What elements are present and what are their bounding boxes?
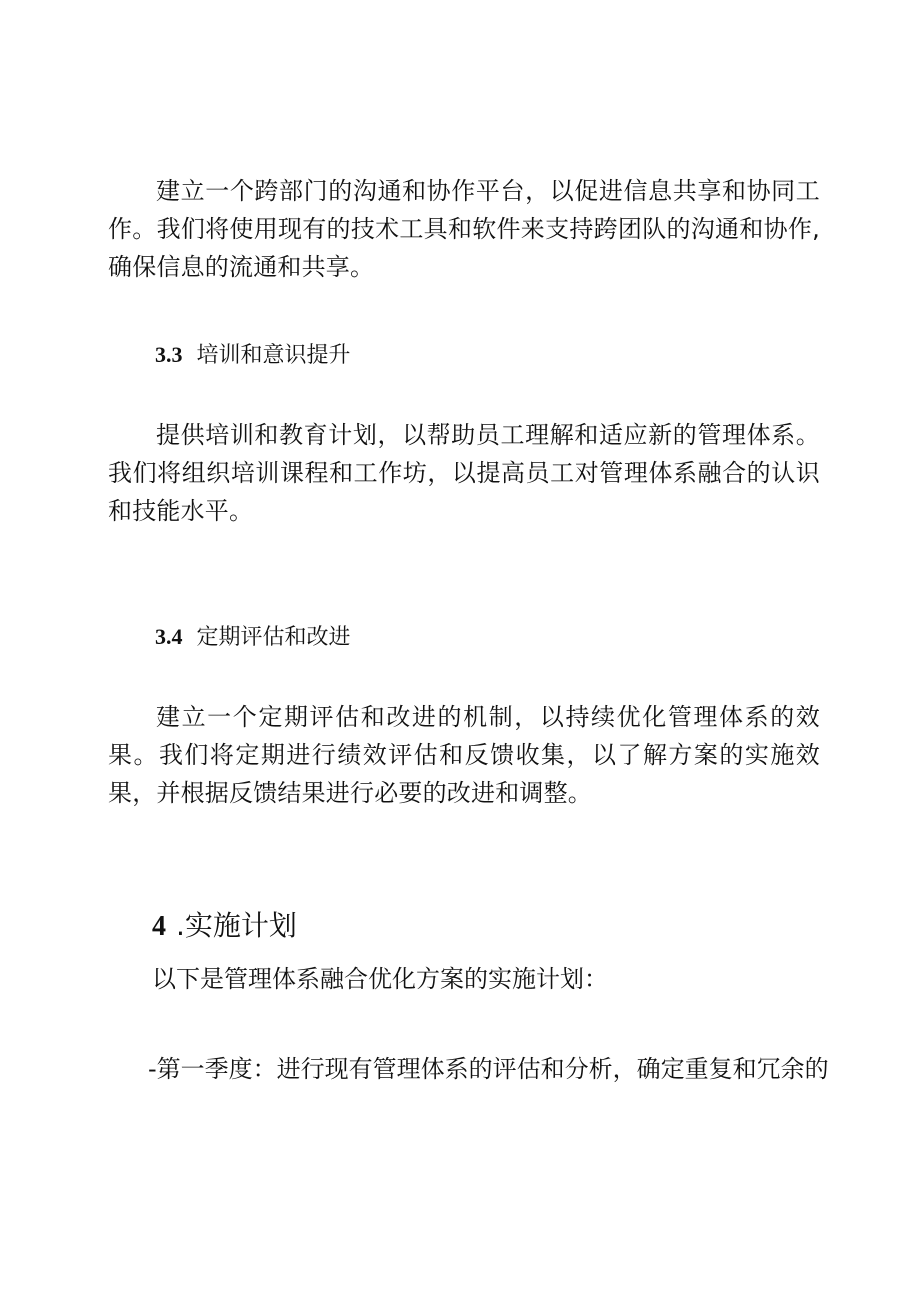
section-4-number: 4 [152,911,166,942]
paragraph-evaluation: 建立一个定期评估和改进的机制，以持续优化管理体系的效果。我们将定期进行绩效评估和反馈收集，以了解方案的实施效果，并根据反馈结果进行必要的改进和调整。 [108,703,820,807]
section-3-4-number: 3.4 [155,624,183,649]
section-3-4-title: 定期评估和改进 [196,625,351,650]
paragraph-training: 提供培训和教育计划，以帮助员工理解和适应新的管理体系。我们将组织培训课程和工作坊，以提高员工对管理体系融合的认识和技能水平。 [108,421,820,525]
section-3-3-number: 3.3 [155,342,183,367]
implementation-plan-intro: 以下是管理体系融合优化方案的实施计划： [152,965,608,993]
section-3-3-title: 培训和意识提升 [196,343,351,368]
section-4-title: .实施计划 [176,909,297,942]
section-3-3-heading [155,340,351,371]
section-4-heading [152,908,297,945]
section-3-4-heading [155,622,351,653]
paragraph-collaboration-platform: 建立一个跨部门的沟通和协作平台，以促进信息共享和协同工作。我们将使用现有的技术工具和软件来支持跨团队的沟通和协作,确保信息的流通和共享。 [108,177,820,281]
implementation-plan-item: -第一季度：进行现有管理体系的评估和分析，确定重复和冗余的 [148,1055,829,1083]
